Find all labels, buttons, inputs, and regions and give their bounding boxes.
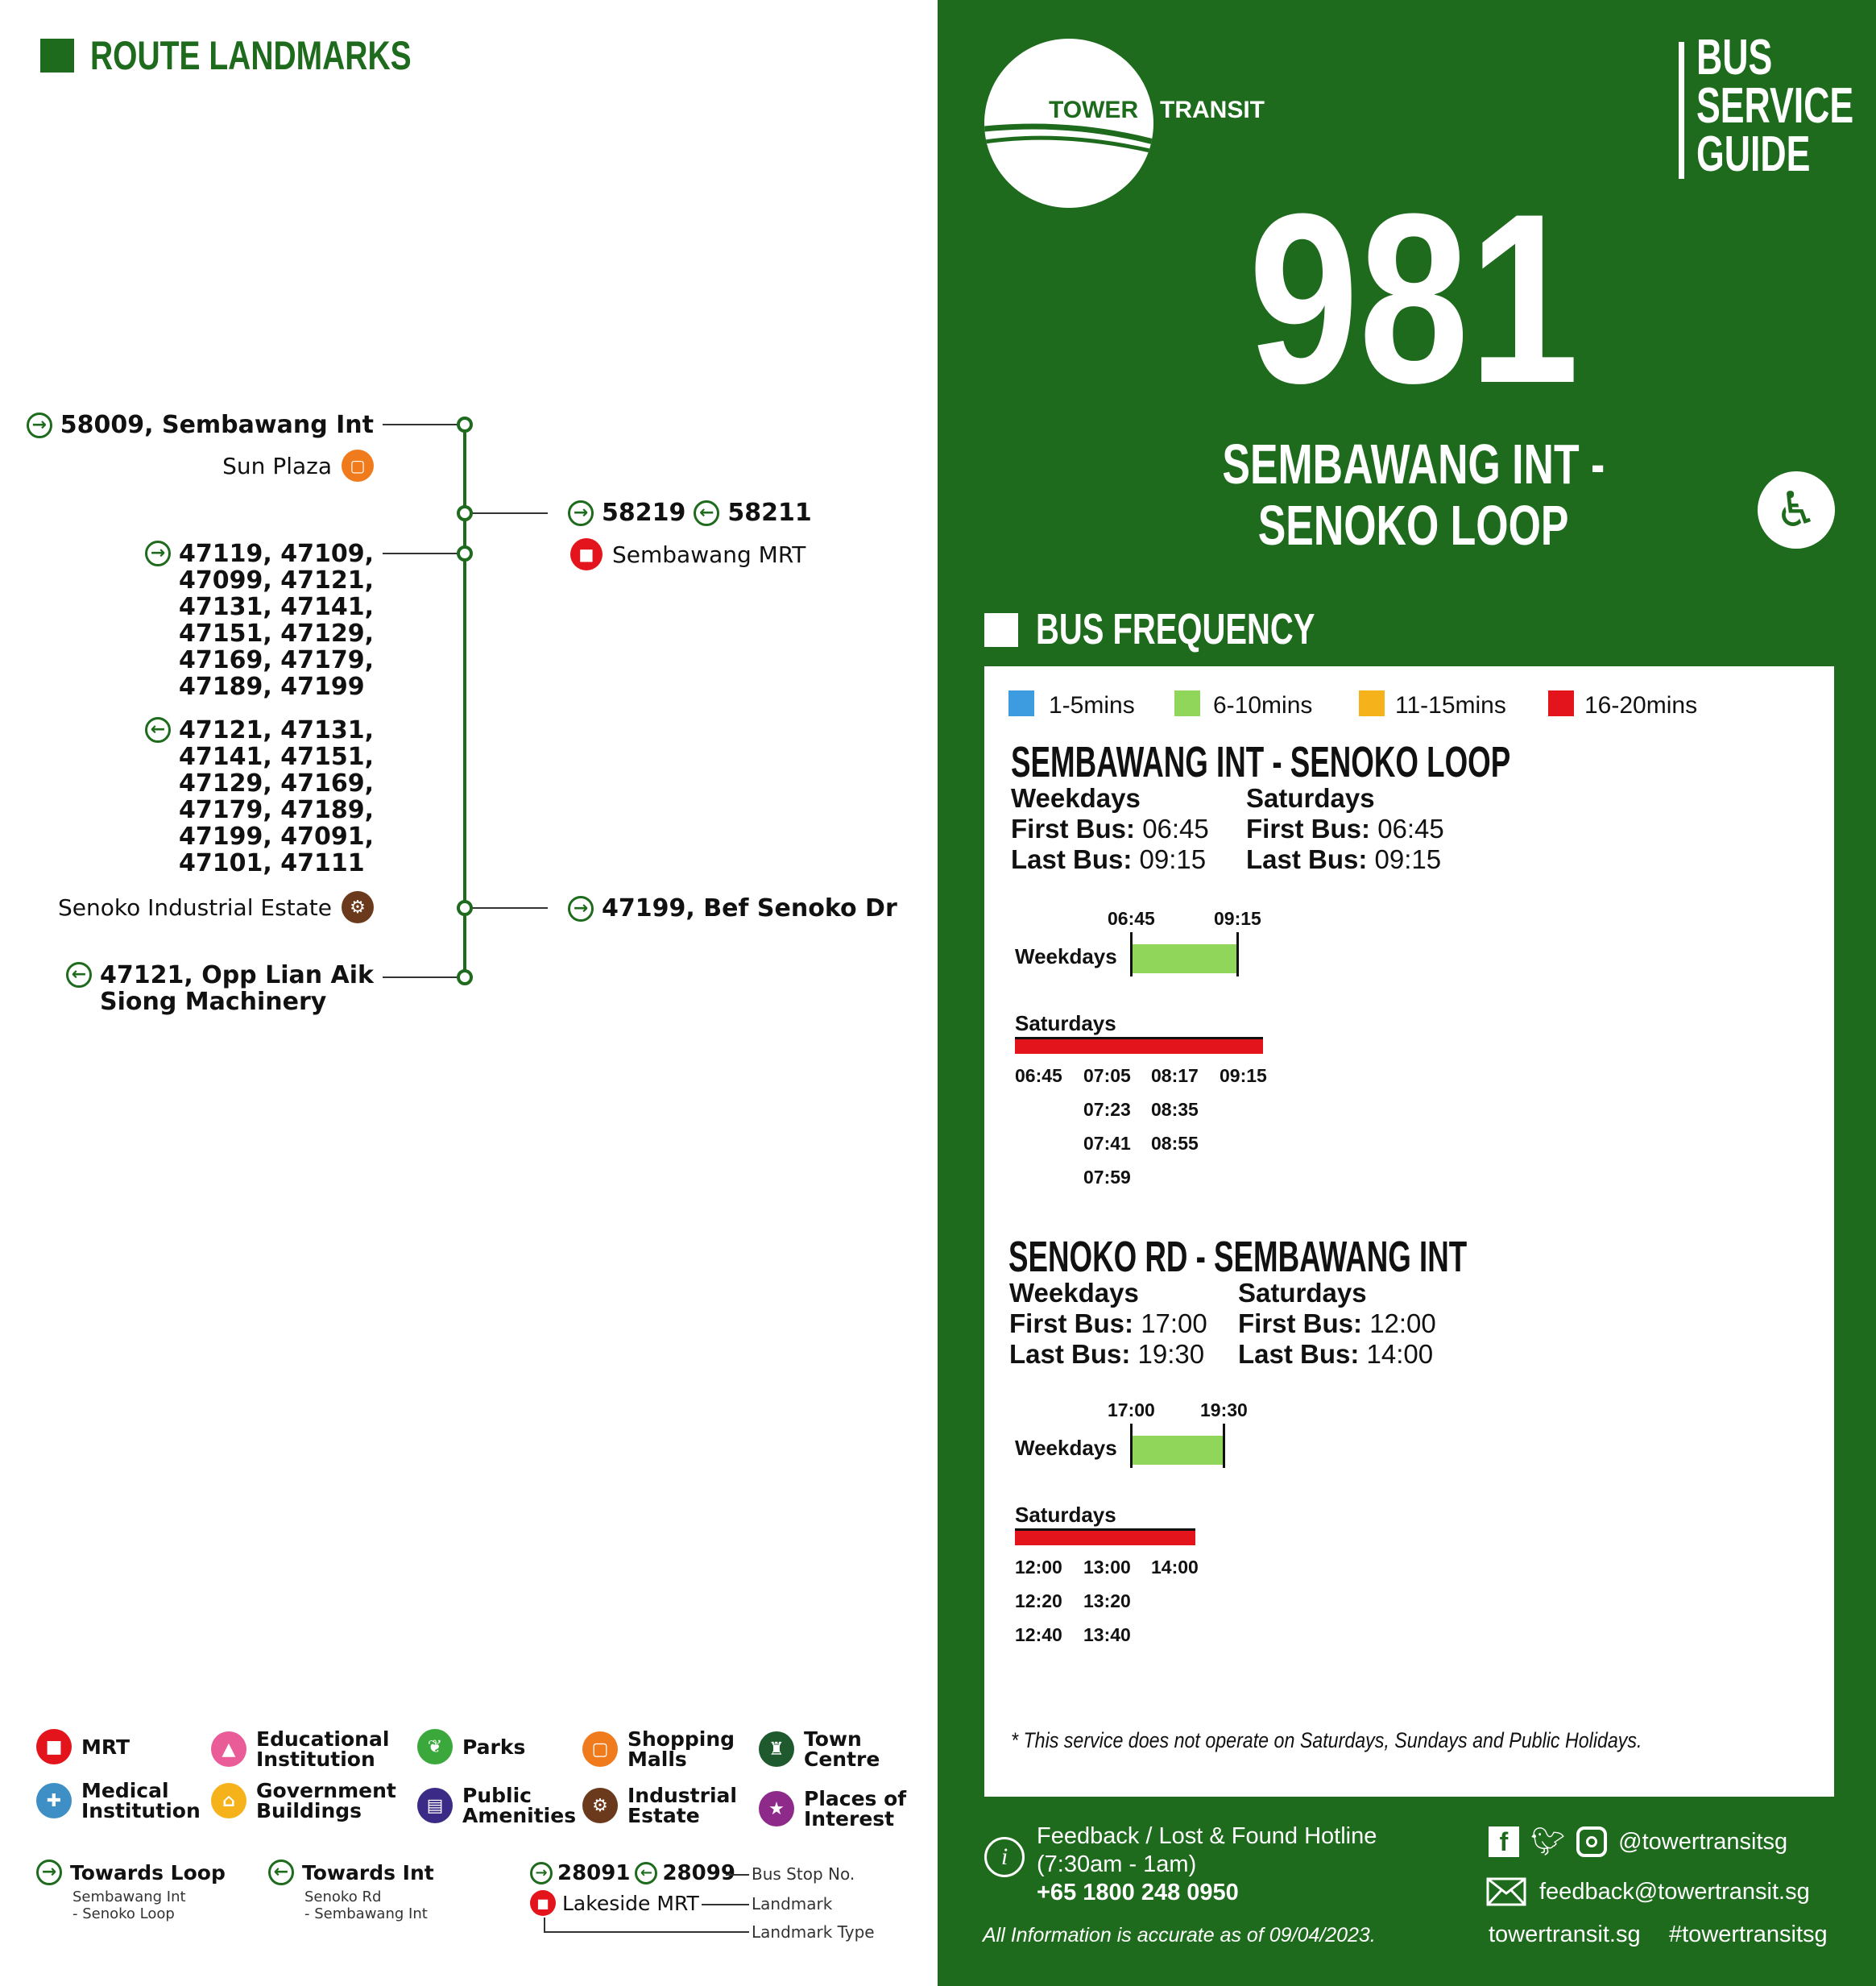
chart-2-start-tick (1130, 1424, 1133, 1468)
wheelchair-accessible-icon: ♿ (1758, 471, 1835, 549)
sat-time: 08:17 (1151, 1065, 1199, 1086)
chart-1-weekday-label: Weekdays (1015, 944, 1117, 968)
places-of-interest-icon: ★ (759, 1791, 794, 1826)
legend-town-centre: ♜ Town Centre (759, 1729, 880, 1769)
stop-number-line: 47151, 47129, (179, 620, 374, 648)
frequency-heading: BUS FREQUENCY (1036, 605, 1315, 653)
town-centre-icon: ♜ (759, 1731, 794, 1767)
chart-1-weekday-bar (1132, 944, 1238, 973)
sat-time: 07:41 (1083, 1133, 1131, 1154)
instagram-icon[interactable] (1576, 1826, 1607, 1857)
legend-government: ⌂ Government Buildings (211, 1781, 396, 1821)
service-number: 981 (1249, 163, 1580, 433)
chart-2-weekday-label: Weekdays (1015, 1436, 1117, 1460)
sat-time: 08:35 (1151, 1099, 1199, 1120)
frequency-square (984, 613, 1018, 647)
landmark-key-example: → 28091 ← 28099 ■ Lakeside MRT Bus Stop No. Landmark Landmark Type (530, 1861, 884, 1958)
chart-1-end-tick (1236, 932, 1239, 976)
website-link[interactable]: towertransit.sg (1489, 1922, 1641, 1947)
mrt-icon: ■ (570, 538, 603, 570)
guide-bar (1679, 42, 1684, 179)
stop-number-line: 47199, 47091, (179, 823, 374, 851)
landmark-start-stop: → 58009, Sembawang Int (27, 412, 374, 438)
guide-title: BUS SERVICE GUIDE (1696, 30, 1854, 182)
towards-loop-icon: → (36, 1860, 62, 1885)
park-icon: ❦ (417, 1729, 453, 1764)
direction-2-saturday-times: Saturdays First Bus: 12:00 Last Bus: 14:00 (1238, 1278, 1436, 1369)
chart-2-end-label: 19:30 (1200, 1399, 1248, 1420)
stop-number-line: 47141, 47151, (179, 743, 374, 771)
stop-list (179, 541, 374, 700)
towards-int-icon: ← (268, 1860, 294, 1885)
towards-loop-icon: → (27, 413, 52, 438)
medical-icon: ✚ (36, 1783, 72, 1818)
sat-time: 07:05 (1083, 1065, 1131, 1086)
email-link[interactable]: feedback@towertransit.sg (1486, 1877, 1810, 1906)
sat-time: 13:20 (1083, 1590, 1131, 1611)
educational-icon: ▲ (211, 1731, 246, 1767)
stop-number-line: 47121, 47131, (179, 716, 374, 744)
sat-time: 13:00 (1083, 1557, 1131, 1578)
stop-number-line: 47099, 47121, (179, 566, 374, 595)
legend-mrt: ■ MRT (36, 1729, 130, 1764)
mrt-icon: ■ (36, 1729, 72, 1764)
landmark-58219-58211: → 58219 ← 58211 (568, 500, 812, 526)
frequency-card: 1-5mins 6-10mins 11-15mins 16-20mins SEMBAWANG INT - SENOKO LOOP Weekdays First Bus: 06:45 Last Bus: 09:15 Saturdays First Bus: 06:45 Last Bus: 09:15 06:45 09:15 Weekdays Saturdays 06:45 07:05 08:17 09:15 07:23 08:35 07:41 08:55 07:59 SENOKO RD - SEMBAWANG INT Weekdays First Bus: 17:00 Last Bus: 19:30 Saturdays First Bus: 12:00 Last Bus: 14:00 17:00 19:30 Weekdays Saturdays 12:00 13:00 14:00 12:20 13:20 12:40 13:40 * This service does not operate on Saturdays, Sundays and Public Holidays. (984, 666, 1834, 1797)
stop-number-line: 47119, 47109, (179, 540, 374, 568)
hashtag: #towertransitsg (1669, 1922, 1828, 1947)
sat-time: 07:59 (1083, 1167, 1131, 1188)
stop-group-towards-loop (145, 541, 374, 700)
route-landmarks-heading: ROUTE LANDMARKS (90, 33, 412, 78)
chart-2-start-label: 17:00 (1108, 1399, 1155, 1420)
chart-1-saturday-label: Saturdays (1015, 1011, 1116, 1035)
sat-time: 06:45 (1015, 1065, 1062, 1086)
stop-number-line: 47179, 47189, (179, 796, 374, 824)
chart-2-weekday-bar (1132, 1436, 1224, 1465)
direction-key-int: ← Towards Int Senoko Rd - Sembawang Int (268, 1860, 434, 1922)
social-links: f 🐦︎ @towertransitsg (1489, 1826, 1787, 1858)
chart-2-saturday-label: Saturdays (1015, 1503, 1116, 1527)
key-swatch-11-15 (1359, 690, 1385, 716)
chart-1-saturday-line (1015, 1037, 1263, 1039)
direction-key-loop: → Towards Loop Sembawang Int - Senoko Loop (36, 1860, 226, 1922)
towards-loop-icon: → (568, 500, 594, 526)
route-name: SEMBAWANG INT - SENOKO LOOP (1222, 433, 1605, 557)
public-amenities-icon: ▤ (417, 1788, 453, 1823)
chart-2-saturday-bar (1015, 1531, 1195, 1545)
shopping-mall-icon: ▢ (342, 450, 374, 482)
brand-transit: TRANSIT (1160, 97, 1265, 123)
mail-icon (1486, 1877, 1526, 1906)
towards-int-icon: ← (635, 1862, 657, 1884)
stop-number-line: 47131, 47141, (179, 593, 374, 621)
landmark-47199: → 47199, Bef Senoko Dr (568, 895, 897, 922)
facebook-icon[interactable]: f (1489, 1826, 1519, 1857)
tower-transit-logo: TOWER (984, 39, 1153, 208)
service-note: * This service does not operate on Saturdays, Sundays and Public Holidays. (1011, 1728, 1642, 1752)
sat-time: 12:00 (1015, 1557, 1062, 1578)
route-diagram (379, 411, 580, 991)
legend-parks: ❦ Parks (417, 1729, 525, 1764)
stop-group-towards-int (145, 717, 374, 877)
landmark-sun-plaza: Sun Plaza ▢ (222, 450, 374, 482)
stop-list (179, 717, 374, 877)
direction-2-title: SENOKO RD - SEMBAWANG INT (1008, 1233, 1468, 1281)
direction-2-weekday-times: Weekdays First Bus: 17:00 Last Bus: 19:30 (1009, 1278, 1207, 1369)
stop-number-line: 47129, 47169, (179, 769, 374, 798)
industrial-estate-icon: ⚙ (342, 891, 374, 923)
key-swatch-16-20 (1548, 690, 1574, 716)
heading-square (40, 39, 74, 73)
stop-number-line: 47101, 47111 (179, 849, 365, 877)
info-icon: i (984, 1837, 1025, 1877)
sat-time: 13:40 (1083, 1624, 1131, 1645)
hotline-info: Feedback / Lost & Found Hotline (7:30am - 1am) +65 1800 248 0950 (1037, 1823, 1377, 1905)
chart-2-end-tick (1223, 1424, 1225, 1468)
mrt-icon: ■ (530, 1890, 556, 1916)
direction-1-weekday-times: Weekdays First Bus: 06:45 Last Bus: 09:15 (1011, 783, 1209, 874)
towards-loop-icon: → (568, 896, 594, 922)
legend-educational: ▲ Educational Institution (211, 1729, 389, 1769)
towards-int-icon: ← (145, 717, 171, 743)
landmark-sembawang-mrt: ■ Sembawang MRT (570, 538, 805, 570)
sat-time: 12:40 (1015, 1624, 1062, 1645)
twitter-icon[interactable]: 🐦︎ (1530, 1826, 1566, 1857)
industrial-estate-icon: ⚙ (582, 1788, 618, 1823)
direction-1-title: SEMBAWANG INT - SENOKO LOOP (1011, 738, 1511, 786)
landmark-end-stop: ← 47121, Opp Lian Aik Siong Machinery (66, 962, 374, 1015)
chart-1-start-tick (1130, 932, 1133, 976)
shopping-mall-icon: ▢ (582, 1731, 618, 1767)
landmark-senoko-industrial: Senoko Industrial Estate ⚙ (58, 891, 374, 923)
sat-time: 07:23 (1083, 1099, 1131, 1120)
stop-number-line: 47169, 47179, (179, 646, 374, 674)
legend-industrial: ⚙ Industrial Estate (582, 1785, 737, 1826)
towards-int-icon: ← (694, 500, 719, 526)
sat-time: 12:20 (1015, 1590, 1062, 1611)
chart-1-end-label: 09:15 (1214, 908, 1261, 929)
legend-places-of-interest: ★ Places of Interest (759, 1789, 906, 1829)
government-icon: ⌂ (211, 1783, 246, 1818)
towards-loop-icon: → (145, 541, 171, 566)
chart-1-saturday-bar (1015, 1039, 1263, 1054)
key-swatch-6-10 (1174, 690, 1200, 716)
towards-int-icon: ← (66, 962, 92, 988)
legend-public-amenities: ▤ Public Amenities (417, 1785, 576, 1826)
legend-shopping: ▢ Shopping Malls (582, 1729, 735, 1769)
chart-1-start-label: 06:45 (1108, 908, 1155, 929)
sat-time: 14:00 (1151, 1557, 1199, 1578)
key-swatch-1-5 (1008, 690, 1034, 716)
towards-loop-icon: → (530, 1862, 553, 1884)
sat-time: 09:15 (1220, 1065, 1267, 1086)
stop-number-line: 47189, 47199 (179, 673, 365, 701)
sat-time: 08:55 (1151, 1133, 1199, 1154)
legend-medical: ✚ Medical Institution (36, 1781, 201, 1821)
direction-1-saturday-times: Saturdays First Bus: 06:45 Last Bus: 09:15 (1246, 783, 1444, 874)
accuracy-note: All Information is accurate as of 09/04/2023. (983, 1924, 1376, 1947)
chart-2-saturday-line (1015, 1528, 1195, 1531)
